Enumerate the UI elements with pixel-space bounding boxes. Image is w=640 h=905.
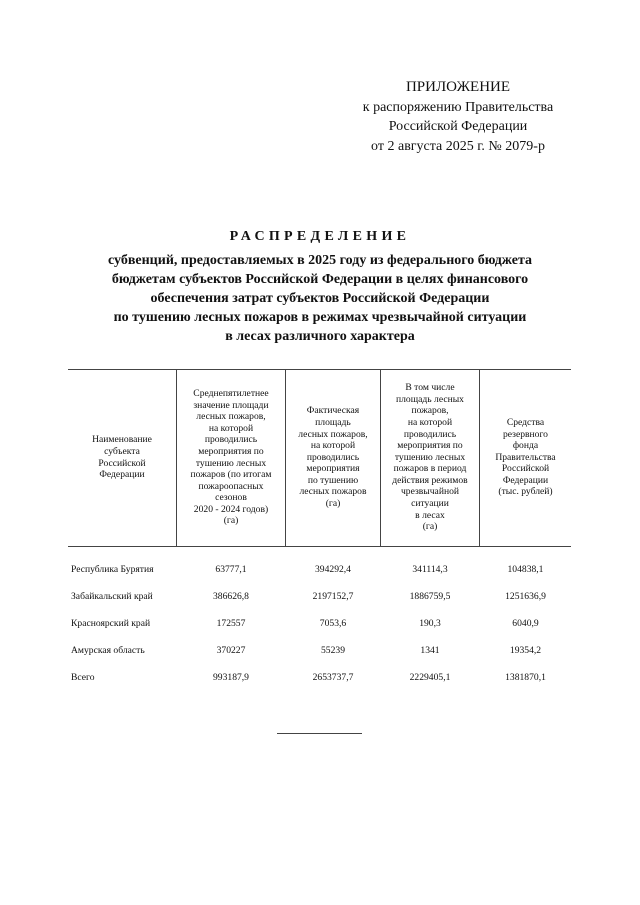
cell-actual-area: 55239	[321, 645, 345, 656]
subtitle-line: по тушению лесных пожаров в режимах чрезвычайной ситуации	[113, 310, 527, 325]
header-line: Федерации	[502, 474, 549, 486]
header-line: лесных пожаров,	[298, 428, 368, 440]
cell-region: Красноярский край	[71, 618, 151, 629]
cell-emergency-area: 2229405,1	[409, 672, 451, 683]
header-line: на которой	[407, 416, 453, 428]
subtitle-line: бюджетам субъектов Российской Федерации в целях финансового	[111, 272, 529, 287]
header-line: лесных пожаров,	[196, 411, 266, 423]
header-line: 2020 - 2024 годов)	[193, 503, 269, 515]
cell-emergency-area: 1341	[420, 645, 440, 656]
table-row	[68, 591, 571, 607]
header-line: Наименование	[92, 434, 152, 446]
cell-actual-area: 394292,4	[315, 564, 351, 575]
header-line: мероприятия по	[397, 440, 463, 452]
closing-rule	[277, 733, 362, 734]
header-line: (га)	[223, 515, 239, 527]
header-line: чрезвычайной	[400, 486, 460, 498]
header-line: (га)	[325, 498, 341, 510]
subtitle-line: субвенций, предоставляемых в 2025 году из федерального бюджета	[108, 253, 532, 268]
header-region-name	[68, 369, 176, 546]
cell-region: Забайкальский край	[71, 591, 153, 602]
cell-actual-area: 2653737,7	[312, 672, 354, 683]
subtitle-line: в лесах различного характера	[225, 329, 415, 344]
cell-average-area: 370227	[216, 645, 246, 656]
cell-region: Всего	[71, 672, 95, 683]
table-header-rule	[68, 546, 571, 547]
cell-reserve-funds: 6040,9	[512, 618, 539, 629]
table-row	[68, 564, 571, 580]
cell-emergency-area: 341114,3	[412, 564, 448, 575]
header-actual-area	[286, 369, 380, 546]
cell-emergency-area: 190,3	[419, 618, 441, 629]
document-title: РАСПРЕДЕЛЕНИЕ	[229, 229, 411, 244]
header-line: тушению лесных	[394, 451, 466, 463]
header-line: пожаров в период	[393, 463, 467, 475]
header-line: проводились	[403, 428, 457, 440]
cell-reserve-funds: 104838,1	[507, 564, 544, 575]
header-line: на которой	[208, 422, 254, 434]
header-line: Российской	[501, 463, 550, 475]
header-line: резервного	[503, 428, 548, 440]
cell-average-area: 63777,1	[215, 564, 247, 575]
header-line: Средства	[506, 416, 545, 428]
header-line: значение площади	[193, 399, 269, 411]
header-line: Среднепятилетнее	[193, 387, 269, 399]
subtitle-line: обеспечения затрат субъектов Российской Федерации	[150, 291, 490, 306]
header-line: сезонов	[215, 492, 247, 504]
header-line: на которой	[310, 440, 356, 452]
appendix-line-1: к распоряжению Правительства	[362, 99, 554, 115]
header-line: проводились	[306, 451, 360, 463]
table-row	[68, 618, 571, 634]
header-line: мероприятия	[306, 463, 360, 475]
header-line: пожаров (по итогам	[190, 469, 272, 481]
appendix-line-3: от 2 августа 2025 г. № 2079-р	[371, 138, 545, 154]
cell-average-area: 172557	[216, 618, 246, 629]
header-line: тушению лесных	[195, 457, 267, 469]
header-line: пожаров,	[411, 405, 449, 417]
cell-reserve-funds: 1381870,1	[505, 672, 546, 683]
cell-region: Амурская область	[71, 645, 145, 656]
header-line: В том числе	[405, 382, 455, 394]
header-line: в лесах	[415, 509, 445, 521]
header-average-area	[177, 369, 285, 546]
cell-reserve-funds: 1251636,9	[505, 591, 546, 602]
header-line: Правительства	[495, 451, 556, 463]
header-line: по тушению	[307, 474, 359, 486]
cell-actual-area: 7053,6	[319, 618, 347, 629]
appendix-block	[330, 78, 586, 156]
header-line: (тыс. рублей)	[498, 486, 553, 498]
cell-region: Республика Бурятия	[71, 564, 154, 575]
header-line: субъекта	[104, 445, 140, 457]
header-line: пожароопасных	[198, 480, 264, 492]
cell-reserve-funds: 19354,2	[509, 645, 542, 656]
cell-emergency-area: 1886759,5	[409, 591, 451, 602]
cell-actual-area: 2197152,7	[312, 591, 354, 602]
cell-average-area: 993187,9	[213, 672, 249, 683]
header-line: Федерации	[99, 469, 145, 481]
appendix-line-2: Российской Федерации	[388, 119, 528, 134]
header-line: фонда	[512, 440, 539, 452]
header-line: (га)	[422, 521, 438, 533]
header-emergency-area	[381, 369, 479, 546]
header-line: площадь	[315, 416, 351, 428]
header-line: мероприятия по	[198, 445, 264, 457]
header-reserve-funds	[480, 369, 571, 546]
appendix-heading: ПРИЛОЖЕНИЕ	[405, 79, 511, 95]
table-row	[68, 645, 571, 661]
header-line: действия режимов	[392, 474, 468, 486]
table-row-total	[68, 672, 571, 688]
header-line: Фактическая	[306, 405, 360, 417]
header-line: ситуации	[411, 498, 449, 510]
header-line: площадь лесных	[396, 393, 464, 405]
header-line: лесных пожаров	[299, 486, 367, 498]
header-line: Российской	[98, 457, 146, 469]
header-line: проводились	[204, 434, 258, 446]
document-subtitle	[60, 251, 580, 346]
cell-average-area: 386626,8	[213, 591, 249, 602]
